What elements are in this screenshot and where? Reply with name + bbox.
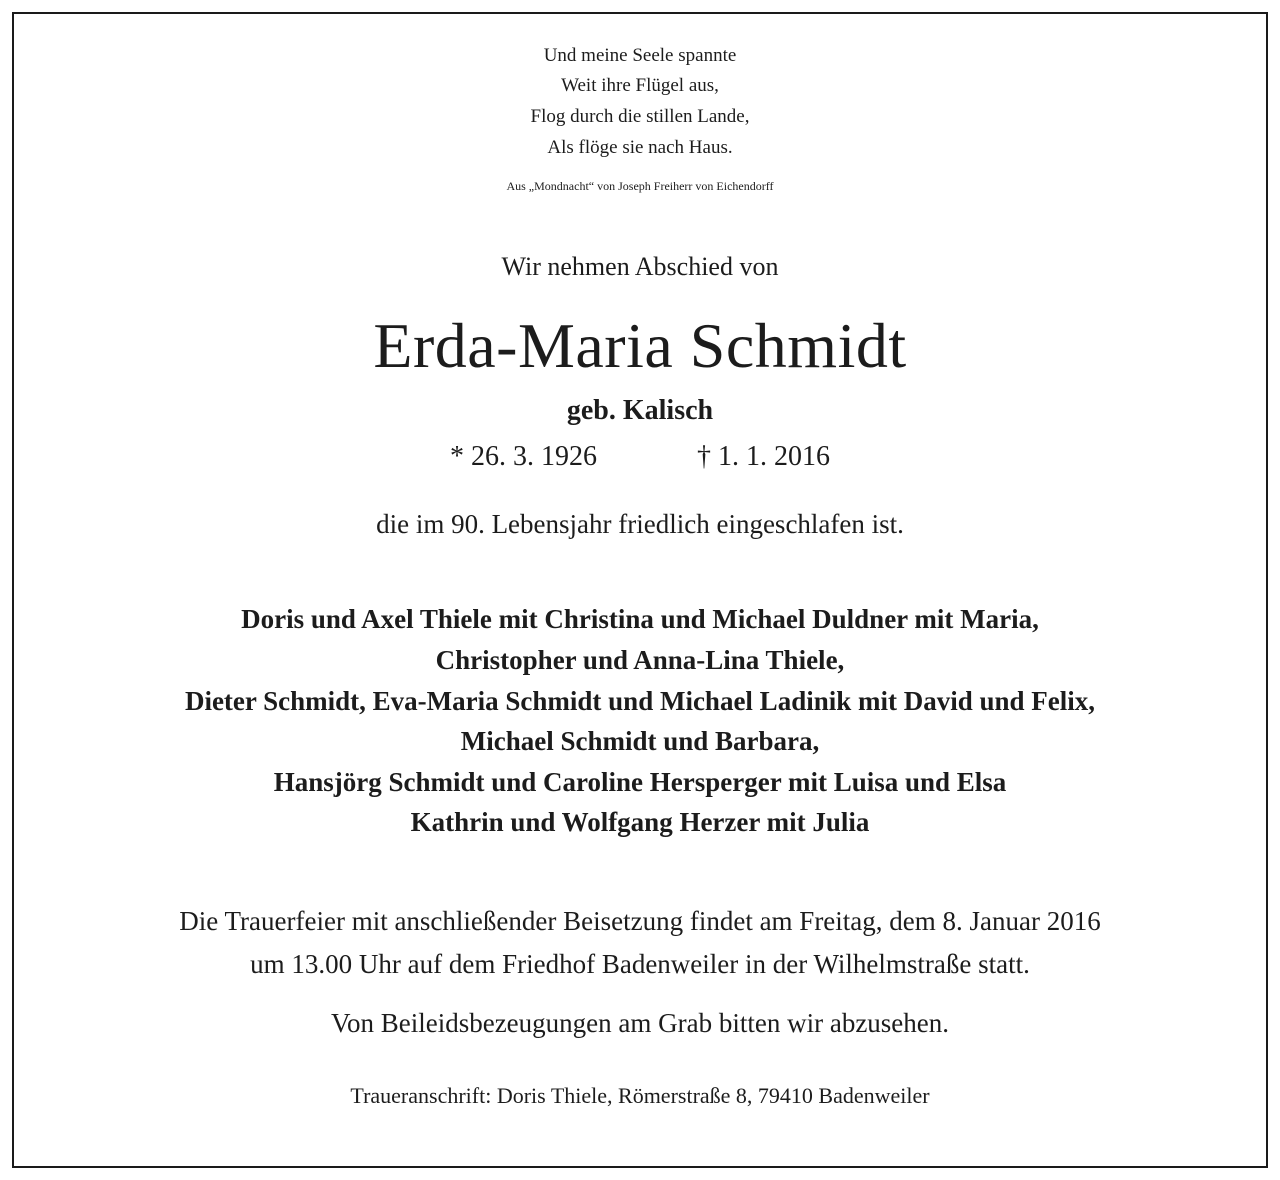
family-line-1: Doris und Axel Thiele mit Christina und Michael Duldner mit Maria,	[241, 604, 1039, 634]
maiden-name: geb. Kalisch	[566, 395, 714, 426]
mourning-address: Traueranschrift: Doris Thiele, Römerstraße 8, 79410 Badenweiler	[350, 1083, 930, 1108]
family-line-4: Michael Schmidt und Barbara,	[460, 726, 820, 756]
condolences-text: Von Beileidsbezeugungen am Grab bitten wir abzusehen.	[330, 1008, 950, 1038]
poem-line-1: Und meine Seele spannte	[543, 45, 737, 66]
family-line-6: Kathrin und Wolfgang Herzer mit Julia	[410, 807, 870, 837]
life-dates	[0, 440, 1280, 474]
family-line-2: Christopher und Anna-Lina Thiele,	[435, 645, 845, 675]
deceased-name: Erda-Maria Schmidt	[373, 310, 907, 381]
intro-text: Wir nehmen Abschied von	[501, 252, 779, 281]
family-line-5: Hansjörg Schmidt und Caroline Hersperger mit Luisa und Elsa	[273, 767, 1007, 797]
birth-date: * 26. 3. 1926	[450, 441, 597, 472]
family-line-3: Dieter Schmidt, Eva-Maria Schmidt und Michael Ladinik mit David und Felix,	[184, 686, 1096, 716]
funeral-line-2: um 13.00 Uhr auf dem Friedhof Badenweiler in der Wilhelmstraße statt.	[250, 949, 1030, 979]
death-date: † 1. 1. 2016	[697, 441, 830, 472]
poem-line-3: Flog durch die stillen Lande,	[530, 106, 750, 127]
statement-text: die im 90. Lebensjahr friedlich eingeschlafen ist.	[376, 509, 904, 539]
funeral-line-1: Die Trauerfeier mit anschließender Beisetzung findet am Freitag, dem 8. Januar 2016	[179, 906, 1101, 936]
poem-line-2: Weit ihre Flügel aus,	[561, 75, 719, 96]
poem-line-4: Als flöge sie nach Haus.	[547, 137, 733, 158]
poem-citation: Aus „Mondnacht“ von Joseph Freiherr von Eichendorff	[506, 179, 774, 193]
